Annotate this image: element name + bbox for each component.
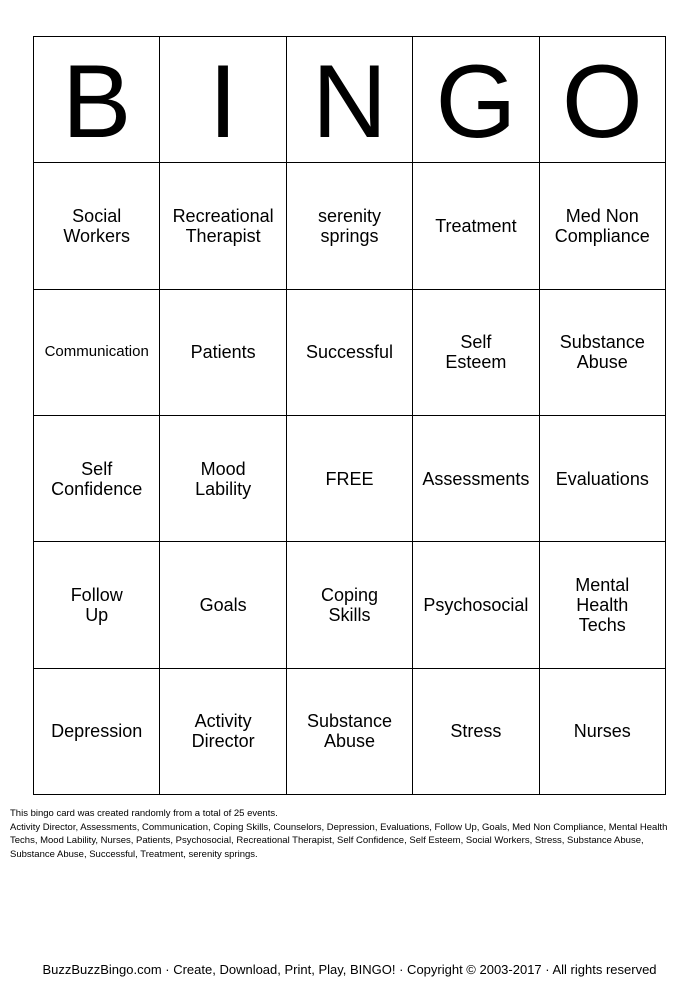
square-label: Self Esteem <box>445 332 507 373</box>
bingo-square <box>34 542 160 668</box>
square-label: FREE <box>325 468 374 489</box>
square-label: Mood Lability <box>195 458 252 499</box>
bingo-square <box>160 542 286 668</box>
square-label: Med Non Compliance <box>554 205 650 246</box>
site-footer: BuzzBuzzBingo.com · Create, Download, Print, Play, BINGO! · Copyright © 2003-2017 · All rights reserved <box>42 962 657 977</box>
bingo-square <box>540 669 666 795</box>
square-label: Evaluations <box>555 468 649 489</box>
square-label: Substance Abuse <box>559 332 645 373</box>
square-label: Goals <box>199 594 247 615</box>
square-label: Coping Skills <box>320 584 379 625</box>
header-letter-n: N <box>287 37 413 163</box>
header-letter-g: G <box>413 37 539 163</box>
square-label: Assessments <box>422 468 530 489</box>
bingo-square <box>160 669 286 795</box>
bingo-square <box>160 290 286 416</box>
bingo-square <box>540 416 666 542</box>
bingo-square <box>34 416 160 542</box>
square-label: Recreational Therapist <box>172 205 274 246</box>
header-letter-b: B <box>34 37 160 163</box>
bingo-square <box>413 416 539 542</box>
bingo-square <box>540 163 666 289</box>
square-label: Follow Up <box>70 584 123 625</box>
square-label: Stress <box>450 721 502 742</box>
square-label: Substance Abuse <box>306 711 393 752</box>
square-label: Successful <box>305 342 394 363</box>
square-label: Psychosocial <box>423 594 529 615</box>
square-label: Activity Director <box>191 711 255 752</box>
bingo-square <box>287 542 413 668</box>
header-letter-o: O <box>540 37 666 163</box>
bingo-square <box>34 669 160 795</box>
bingo-square <box>540 542 666 668</box>
header-letter-i: I <box>160 37 286 163</box>
square-label: serenity springs <box>317 205 381 246</box>
square-label: Self Confidence <box>51 458 143 499</box>
bingo-square <box>34 163 160 289</box>
square-label: Social Workers <box>63 205 131 246</box>
card-notes <box>10 807 690 861</box>
square-label: Patients <box>190 342 256 363</box>
bingo-square <box>413 669 539 795</box>
square-label: Communication <box>44 343 149 361</box>
bingo-square <box>540 290 666 416</box>
bingo-square <box>413 542 539 668</box>
bingo-square <box>413 290 539 416</box>
bingo-square <box>287 669 413 795</box>
bingo-square <box>413 163 539 289</box>
bingo-square <box>160 163 286 289</box>
free-square <box>287 416 413 542</box>
bingo-card <box>33 36 666 795</box>
bingo-square <box>34 290 160 416</box>
bingo-square <box>160 416 286 542</box>
square-label: Depression <box>51 721 143 742</box>
notes-intro: This bingo card was created randomly from a total of 25 events. <box>10 808 278 819</box>
notes-event-list: Activity Director, Assessments, Communication, Coping Skills, Counselors, Depression, Evaluations, Follow Up, Goals, Med Non Compliance, Mental Health Techs, Mood Lability, Nurses, Patients, Psychosocial, Recreational Therapist, Self Confidence, Self Esteem, Social Workers, Stress, Substance Abuse, Substance Abuse, Successful, Treatment, serenity springs. <box>10 821 668 860</box>
bingo-square <box>287 290 413 416</box>
square-label: Nurses <box>573 721 631 742</box>
square-label: Treatment <box>435 215 517 236</box>
square-label: Mental Health Techs <box>575 574 630 635</box>
bingo-square <box>287 163 413 289</box>
